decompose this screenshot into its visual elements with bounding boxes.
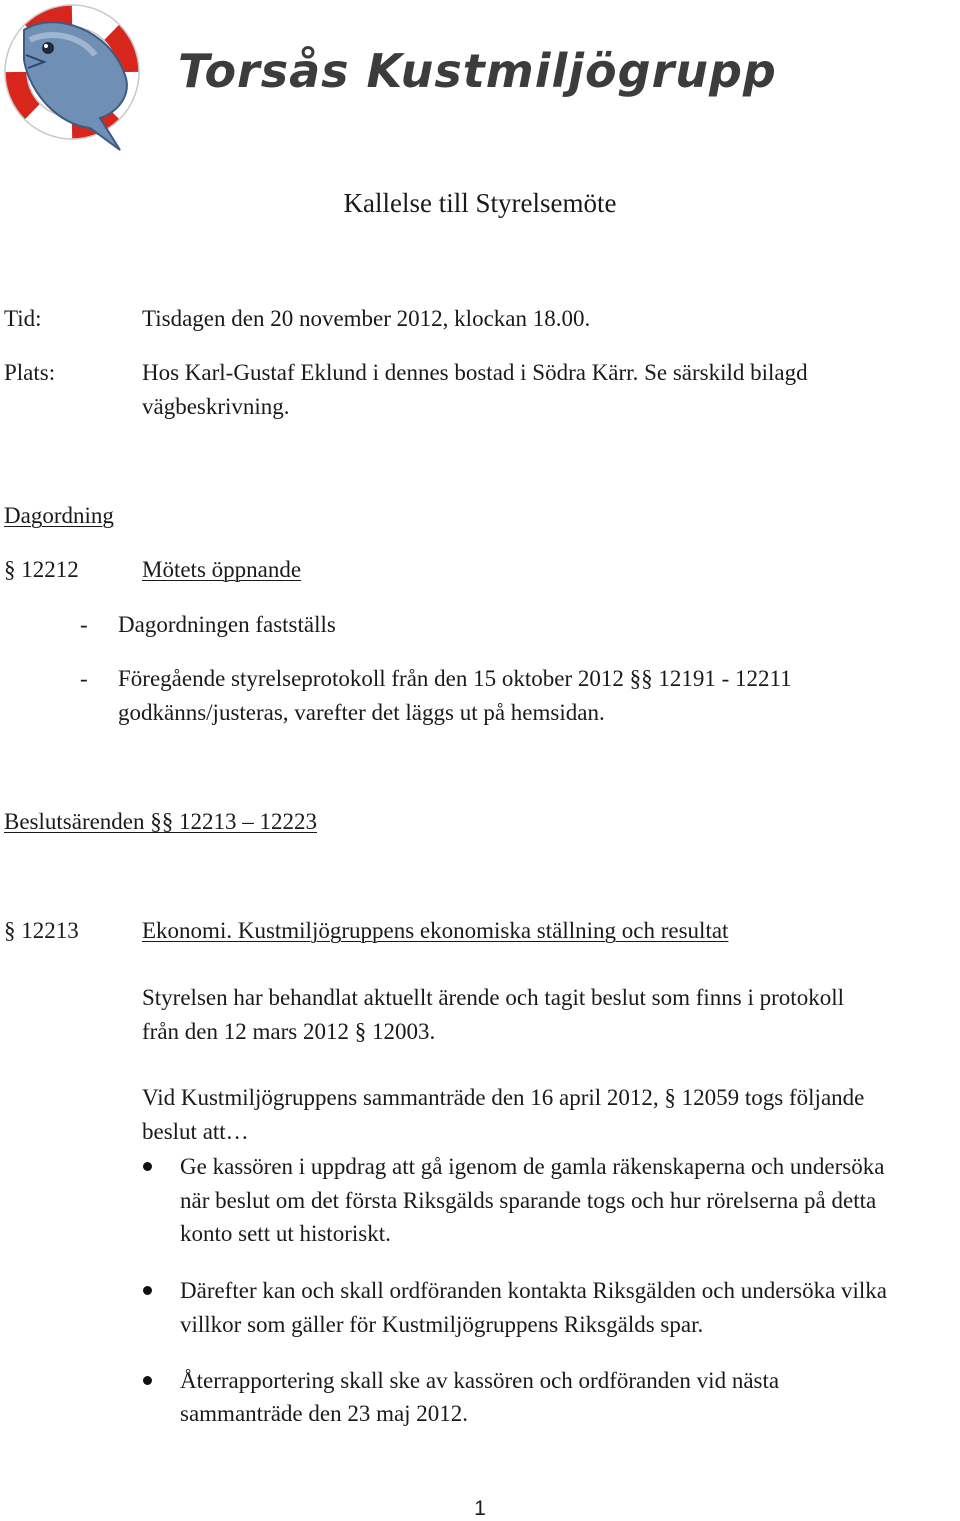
time-value: Tisdagen den 20 november 2012, klockan 18.00. [142,306,591,331]
bullet-2-line2: villkor som gäller för Kustmiljögruppens Riksgälds spar. [180,1312,704,1337]
paragraph-2-line2: beslut att… [142,1119,249,1144]
item-12212-title: Mötets öppnande [142,557,302,582]
item-12212-number: § 12212 [4,557,79,582]
agenda-point-1: Dagordningen fastställs [118,612,336,637]
time-label: Tid: [4,306,42,331]
decisions-heading: Beslutsärenden §§ 12213 – 12223 [4,809,318,834]
bullet-3-line1: Återrapportering skall ske av kassören och ordföranden vid nästa [180,1368,780,1393]
fish-lifebuoy-icon [0,0,160,160]
header-logo [0,0,800,160]
paragraph-1-line2: från den 12 mars 2012 § 12003. [142,1019,436,1044]
item-12213-number: § 12213 [4,918,79,943]
agenda-point-2-line2: godkänns/justeras, varefter det läggs ut på hemsidan. [118,700,605,725]
place-value-line1: Hos Karl-Gustaf Eklund i dennes bostad i Södra Kärr. Se särskild bilagd [142,360,808,385]
place-label: Plats: [4,360,56,385]
logo-text: Torsås Kustmiljögrupp [178,44,777,98]
page-number: 1 [474,1497,486,1520]
place-value-line2: vägbeskrivning. [142,394,290,419]
paragraph-2-line1: Vid Kustmiljögruppens sammanträde den 16 april 2012, § 12059 togs följande [142,1085,865,1110]
bullet-1-line3: konto sett ut historiskt. [180,1221,391,1246]
list-dash: - [80,666,88,691]
list-dash: - [80,612,88,637]
page-title: Kallelse till Styrelsemöte [343,188,617,218]
bullet-icon [143,1376,152,1385]
item-12213-title: Ekonomi. Kustmiljögruppens ekonomiska ställning och resultat [142,918,729,943]
bullet-3-line2: sammanträde den 23 maj 2012. [180,1401,469,1426]
agenda-point-2-line1: Föregående styrelseprotokoll från den 15 oktober 2012 §§ 12191 - 12211 [118,666,792,691]
bullet-2-line1: Därefter kan och skall ordföranden kontakta Riksgälden och undersöka vilka [180,1278,888,1303]
bullet-1-line2: när beslut om det första Riksgälds sparande togs och hur rörelserna på detta [180,1188,877,1213]
bullet-icon [143,1162,152,1171]
bullet-1-line1: Ge kassören i uppdrag att gå igenom de gamla räkenskaperna och undersöka [180,1154,885,1179]
agenda-heading: Dagordning [4,503,114,528]
paragraph-1-line1: Styrelsen har behandlat aktuellt ärende och tagit beslut som finns i protokoll [142,985,844,1010]
bullet-icon [143,1286,152,1295]
